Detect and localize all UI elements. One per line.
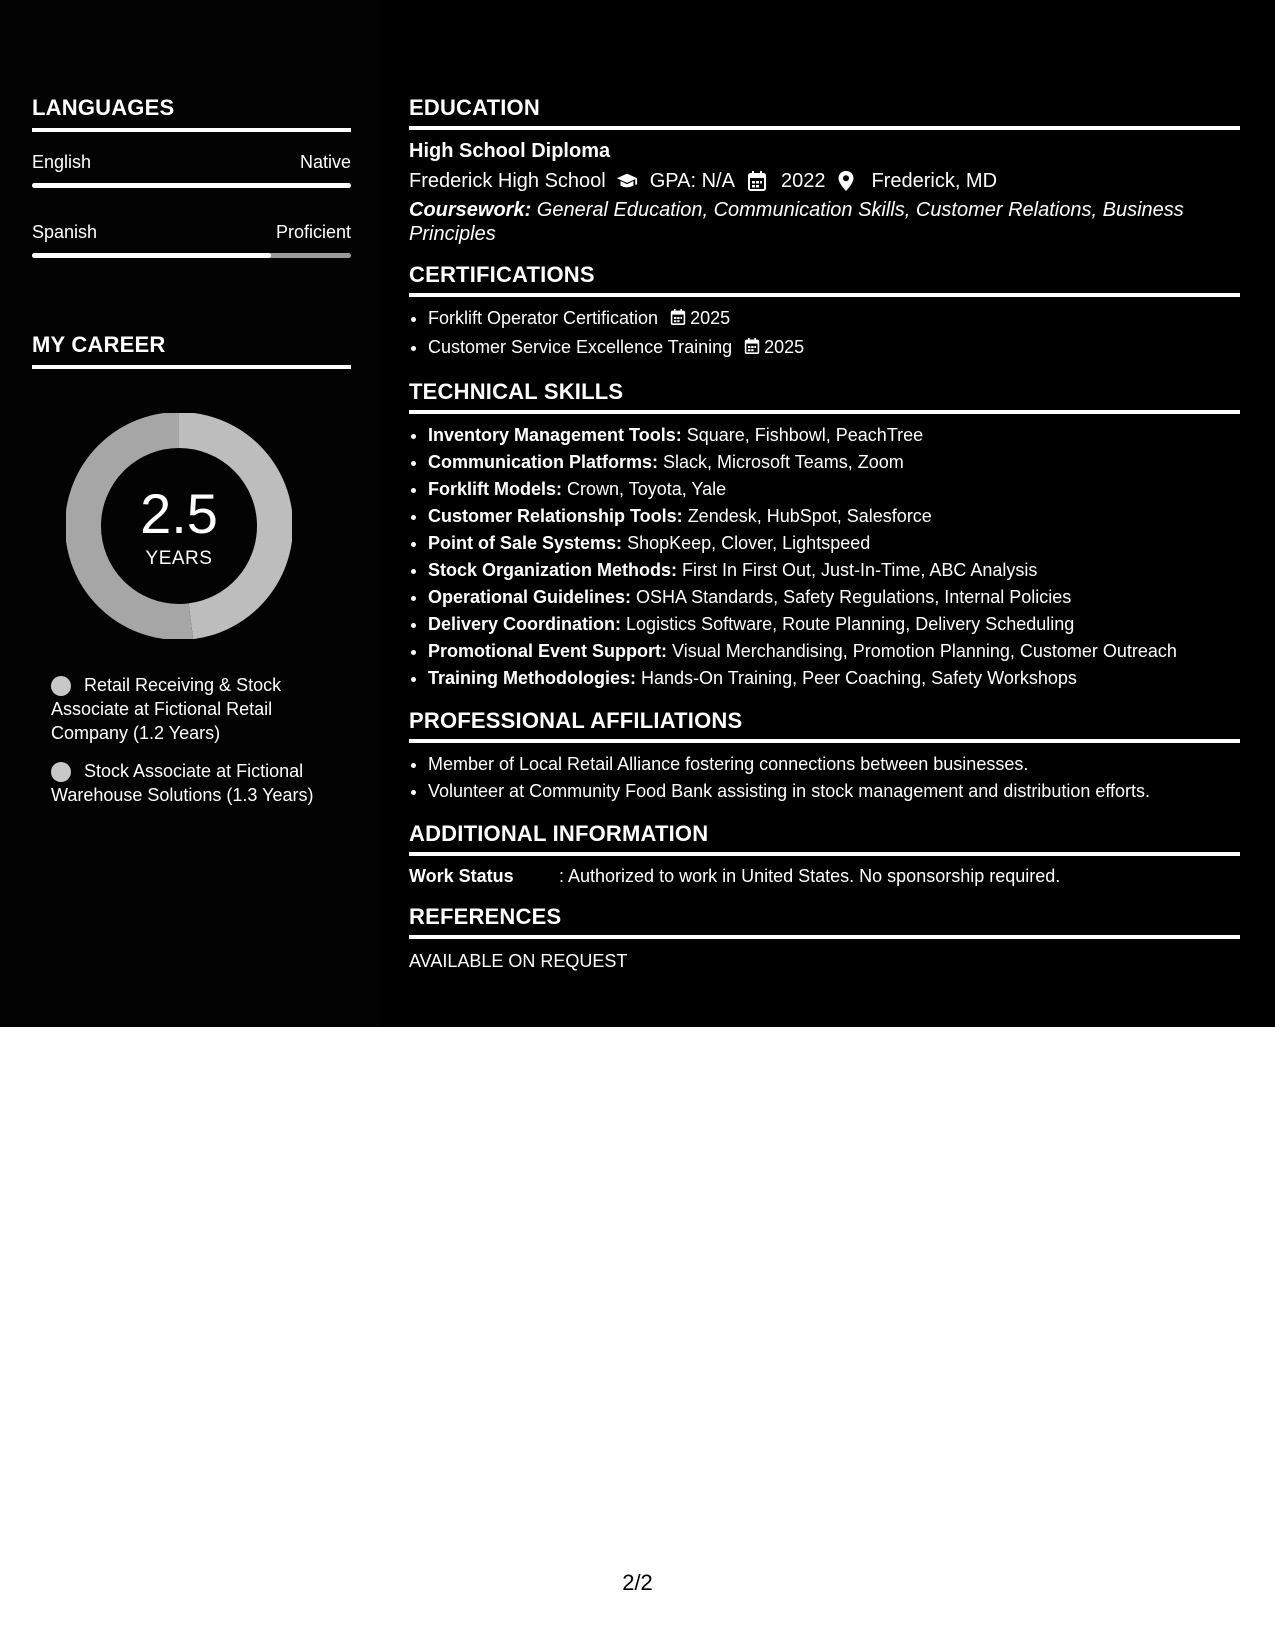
skill-value: Visual Merchandising, Promotion Planning, Customer Outreach: [667, 641, 1177, 661]
language-row: [32, 151, 351, 188]
affiliations-title: PROFESSIONAL AFFILIATIONS: [409, 708, 1240, 743]
skill-label: Training Methodologies:: [428, 668, 636, 688]
skill-label: Communication Platforms:: [428, 452, 659, 472]
certifications-list: [409, 305, 1240, 363]
page-number: 2/2: [622, 1570, 653, 1595]
list-item: [428, 422, 1240, 449]
skill-value: OSHA Standards, Safety Regulations, Internal Policies: [631, 587, 1072, 607]
calendar-icon: [670, 307, 686, 334]
career-donut: [66, 413, 292, 639]
list-item: [428, 449, 1240, 476]
technical-skills-list: [409, 422, 1240, 692]
list-item: • Volunteer at Community Food Bank assisting in stock management and distribution efforts.: [428, 778, 1240, 805]
gpa: GPA: N/A: [649, 170, 735, 192]
references-text: AVAILABLE ON REQUEST: [409, 951, 628, 971]
affiliations-section: [409, 708, 1240, 805]
skill-label: Promotional Event Support:: [428, 641, 668, 661]
skill-value: Slack, Microsoft Teams, Zoom: [658, 452, 904, 472]
list-item: [428, 476, 1240, 503]
list-item: [428, 530, 1240, 557]
skill-value: Hands-On Training, Peer Coaching, Safety Workshops: [636, 668, 1077, 688]
language-name: Spanish: [32, 222, 98, 242]
skill-label: Inventory Management Tools:: [428, 425, 682, 445]
skill-value: First In First Out, Just-In-Time, ABC Analysis: [677, 560, 1038, 580]
coursework: [409, 198, 1240, 246]
language-name: English: [32, 152, 92, 172]
skill-label: Forklift Models:: [428, 479, 562, 499]
work-status-value: : Authorized to work in United States. No sponsorship required.: [559, 866, 1061, 886]
additional-info-title: ADDITIONAL INFORMATION: [409, 821, 1240, 856]
language-bar: [32, 253, 351, 258]
language-bar-fill: [32, 183, 351, 188]
language-bar: [32, 183, 351, 188]
career-title: MY CAREER: [32, 332, 351, 369]
affiliations-list: [409, 751, 1240, 805]
graduation-year: 2022: [780, 170, 826, 192]
skill-label: Delivery Coordination:: [428, 614, 622, 634]
school-name: Frederick High School: [409, 170, 606, 192]
skill-label: Point of Sale Systems:: [428, 533, 623, 553]
skill-value: Square, Fishbowl, PeachTree: [681, 425, 924, 445]
career-dot-icon: [51, 676, 71, 696]
language-row: [32, 221, 351, 258]
list-item: [428, 584, 1240, 611]
career-item-label: Stock Associate at Fictional Warehouse Solutions (1.3 Years): [51, 761, 314, 805]
coursework-text: General Education, Communication Skills, Customer Relations, Business Principles: [409, 199, 1184, 245]
graduation-cap-icon: [616, 170, 638, 192]
career-dot-icon: [51, 762, 71, 782]
certifications-title: CERTIFICATIONS: [409, 262, 1240, 297]
calendar-icon: [744, 336, 760, 363]
certification-year: 2025: [690, 308, 731, 328]
calendar-icon: [747, 170, 769, 192]
work-status-label: Work Status: [409, 866, 514, 886]
certification-name: Forklift Operator Certification: [428, 308, 659, 328]
list-item: [428, 665, 1240, 692]
skill-label: Operational Guidelines:: [428, 587, 632, 607]
career-item: [51, 759, 341, 807]
work-status-row: [409, 864, 1240, 888]
sidebar: [32, 95, 351, 821]
career-total-value: 2.5: [140, 482, 218, 545]
language-level: Native: [299, 152, 351, 172]
skill-value: ShopKeep, Clover, Lightspeed: [622, 533, 871, 553]
technical-skills-section: [409, 379, 1240, 692]
list-item: • Member of Local Retail Alliance fostering connections between businesses.: [428, 751, 1240, 778]
education-title: EDUCATION: [409, 95, 1240, 130]
additional-info-section: [409, 821, 1240, 888]
career-list: [51, 673, 341, 807]
languages-title: LANGUAGES: [32, 95, 351, 132]
list-item: [428, 557, 1240, 584]
list-item: [428, 638, 1240, 665]
coursework-label: Coursework:: [409, 199, 532, 221]
school-location: Frederick, MD: [871, 170, 998, 192]
list-item: [428, 334, 1240, 363]
education-section: [409, 95, 1240, 246]
references-section: [409, 904, 1240, 973]
degree-name: High School Diploma: [409, 140, 611, 162]
skill-label: Customer Relationship Tools:: [428, 506, 683, 526]
skill-label: Stock Organization Methods:: [428, 560, 678, 580]
list-item: [428, 305, 1240, 334]
career-total-unit: YEARS: [145, 548, 213, 569]
certification-name: Customer Service Excellence Training: [428, 337, 733, 357]
certifications-section: [409, 262, 1240, 363]
skill-value: Zendesk, HubSpot, Salesforce: [682, 506, 932, 526]
career-item: [51, 673, 341, 745]
skill-value: Logistics Software, Route Planning, Delivery Scheduling: [621, 614, 1075, 634]
certification-year: 2025: [764, 337, 805, 357]
career-item-label: Retail Receiving & Stock Associate at Fictional Retail Company (1.2 Years): [51, 675, 282, 743]
map-pin-icon: [837, 170, 859, 192]
references-title: REFERENCES: [409, 904, 1240, 939]
language-level: Proficient: [275, 222, 351, 242]
language-bar-fill: [32, 253, 271, 258]
technical-skills-title: TECHNICAL SKILLS: [409, 379, 1240, 414]
education-meta: [409, 168, 1240, 194]
main-content: [409, 95, 1240, 989]
skill-value: Crown, Toyota, Yale: [562, 479, 727, 499]
list-item: [428, 503, 1240, 530]
list-item: [428, 611, 1240, 638]
